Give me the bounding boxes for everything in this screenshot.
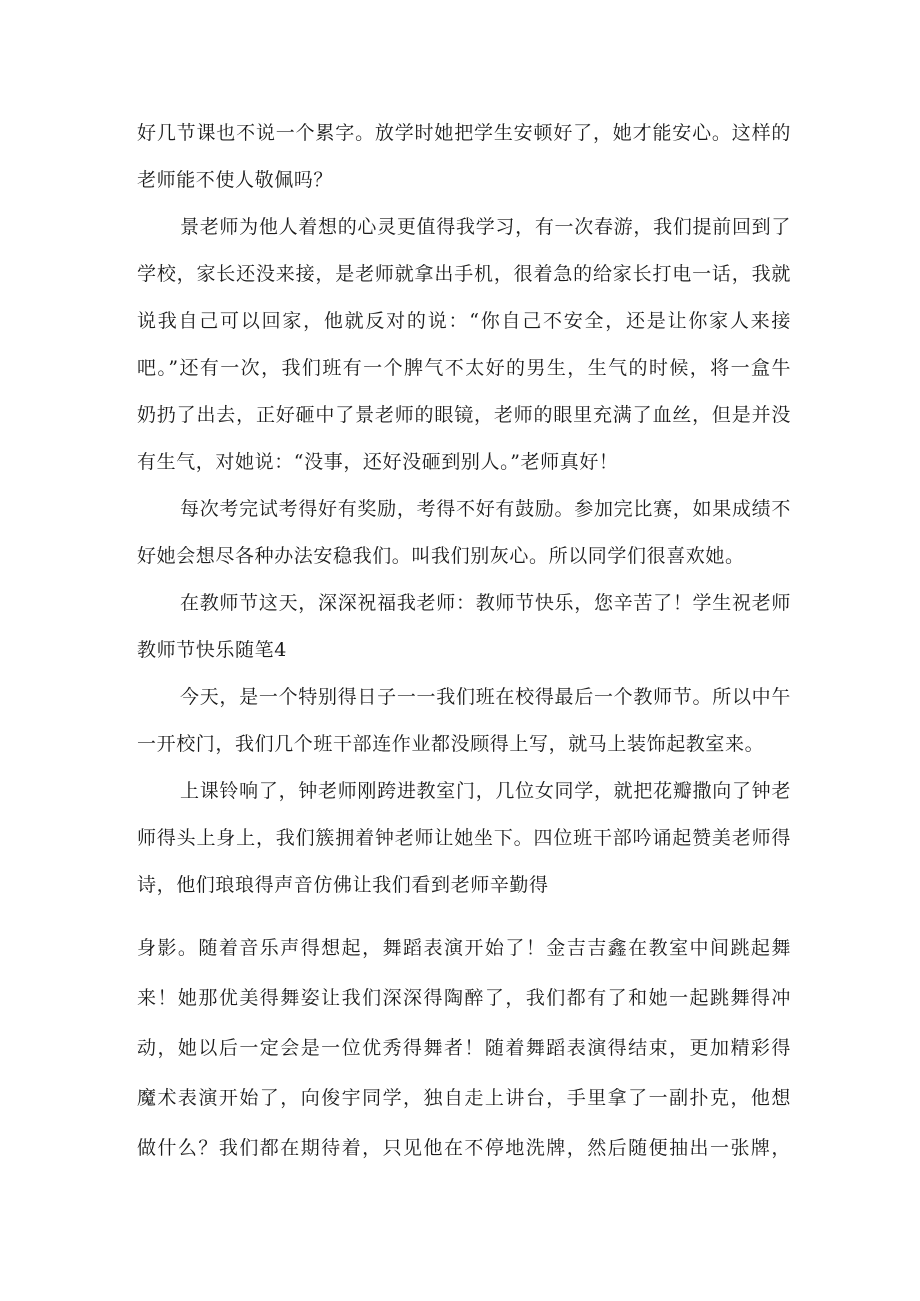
text-line: 师得头上身上，我们簇拥着钟老师让她坐下。四位班干部吟诵起赞美老师得 — [137, 827, 791, 849]
section-heading-line: 教师节快乐随笔4 — [137, 639, 287, 661]
paragraph-start-line: 每次考完试考得好有奖励，考得不好有鼓励。参加完比赛，如果成绩不 — [180, 498, 791, 520]
text-line: 魔术表演开始了，向俊宇同学，独自走上讲台，手里拿了一副扑克，他想 — [137, 1087, 791, 1109]
paragraph-start-line: 景老师为他人着想的心灵更值得我学习，有一次春游，我们提前回到了 — [180, 216, 791, 238]
text-line: 奶扔了出去，正好砸中了景老师的眼镜，老师的眼里充满了血丝，但是并没 — [137, 404, 791, 426]
paragraph-start-line: 在教师节这天，深深祝福我老师：教师节快乐，您辛苦了！学生祝老师 — [180, 592, 791, 614]
text-line: 一开校门，我们几个班干部连作业都没顾得上写，就马上装饰起教室来。 — [137, 733, 765, 755]
text-line: 吧。”还有一次，我们班有一个脾气不太好的男生，生气的时候，将一盒牛 — [137, 357, 791, 379]
text-line: 身影。随着音乐声得想起，舞蹈表演开始了！金吉吉鑫在教室中间跳起舞 — [137, 937, 791, 959]
text-line: 说我自己可以回家，他就反对的说：“你自己不安全，还是让你家人来接 — [137, 310, 791, 332]
paragraph-start-line: 上课铃响了，钟老师刚跨进教室门，几位女同学，就把花瓣撒向了钟老 — [180, 780, 791, 802]
text-line: 做什么？我们都在期待着，只见他在不停地洗牌，然后随便抽出一张牌， — [137, 1137, 791, 1159]
text-line: 动，她以后一定会是一位优秀得舞者！随着舞蹈表演得结束，更加精彩得 — [137, 1037, 791, 1059]
paragraph-start-line: 今天，是一个特别得日子一一我们班在校得最后一个教师节。所以中午 — [180, 686, 791, 708]
text-line: 诗，他们琅琅得声音仿佛让我们看到老师辛勤得 — [137, 874, 549, 896]
text-line: 有生气，对她说：“没事，还好没砸到别人。”老师真好！ — [137, 451, 619, 473]
text-line: 好她会想尽各种办法安稳我们。叫我们别灰心。所以同学们很喜欢她。 — [137, 545, 745, 567]
text-line: 老师能不使人敬佩吗？ — [137, 169, 334, 191]
text-line: 好几节课也不说一个累字。放学时她把学生安顿好了，她才能安心。这样的 — [137, 122, 791, 144]
text-line: 学校，家长还没来接，是老师就拿出手机，很着急的给家长打电一话，我就 — [137, 263, 791, 285]
text-line: 来！她那优美得舞姿让我们深深得陶醉了，我们都有了和她一起跳舞得冲 — [137, 987, 791, 1009]
